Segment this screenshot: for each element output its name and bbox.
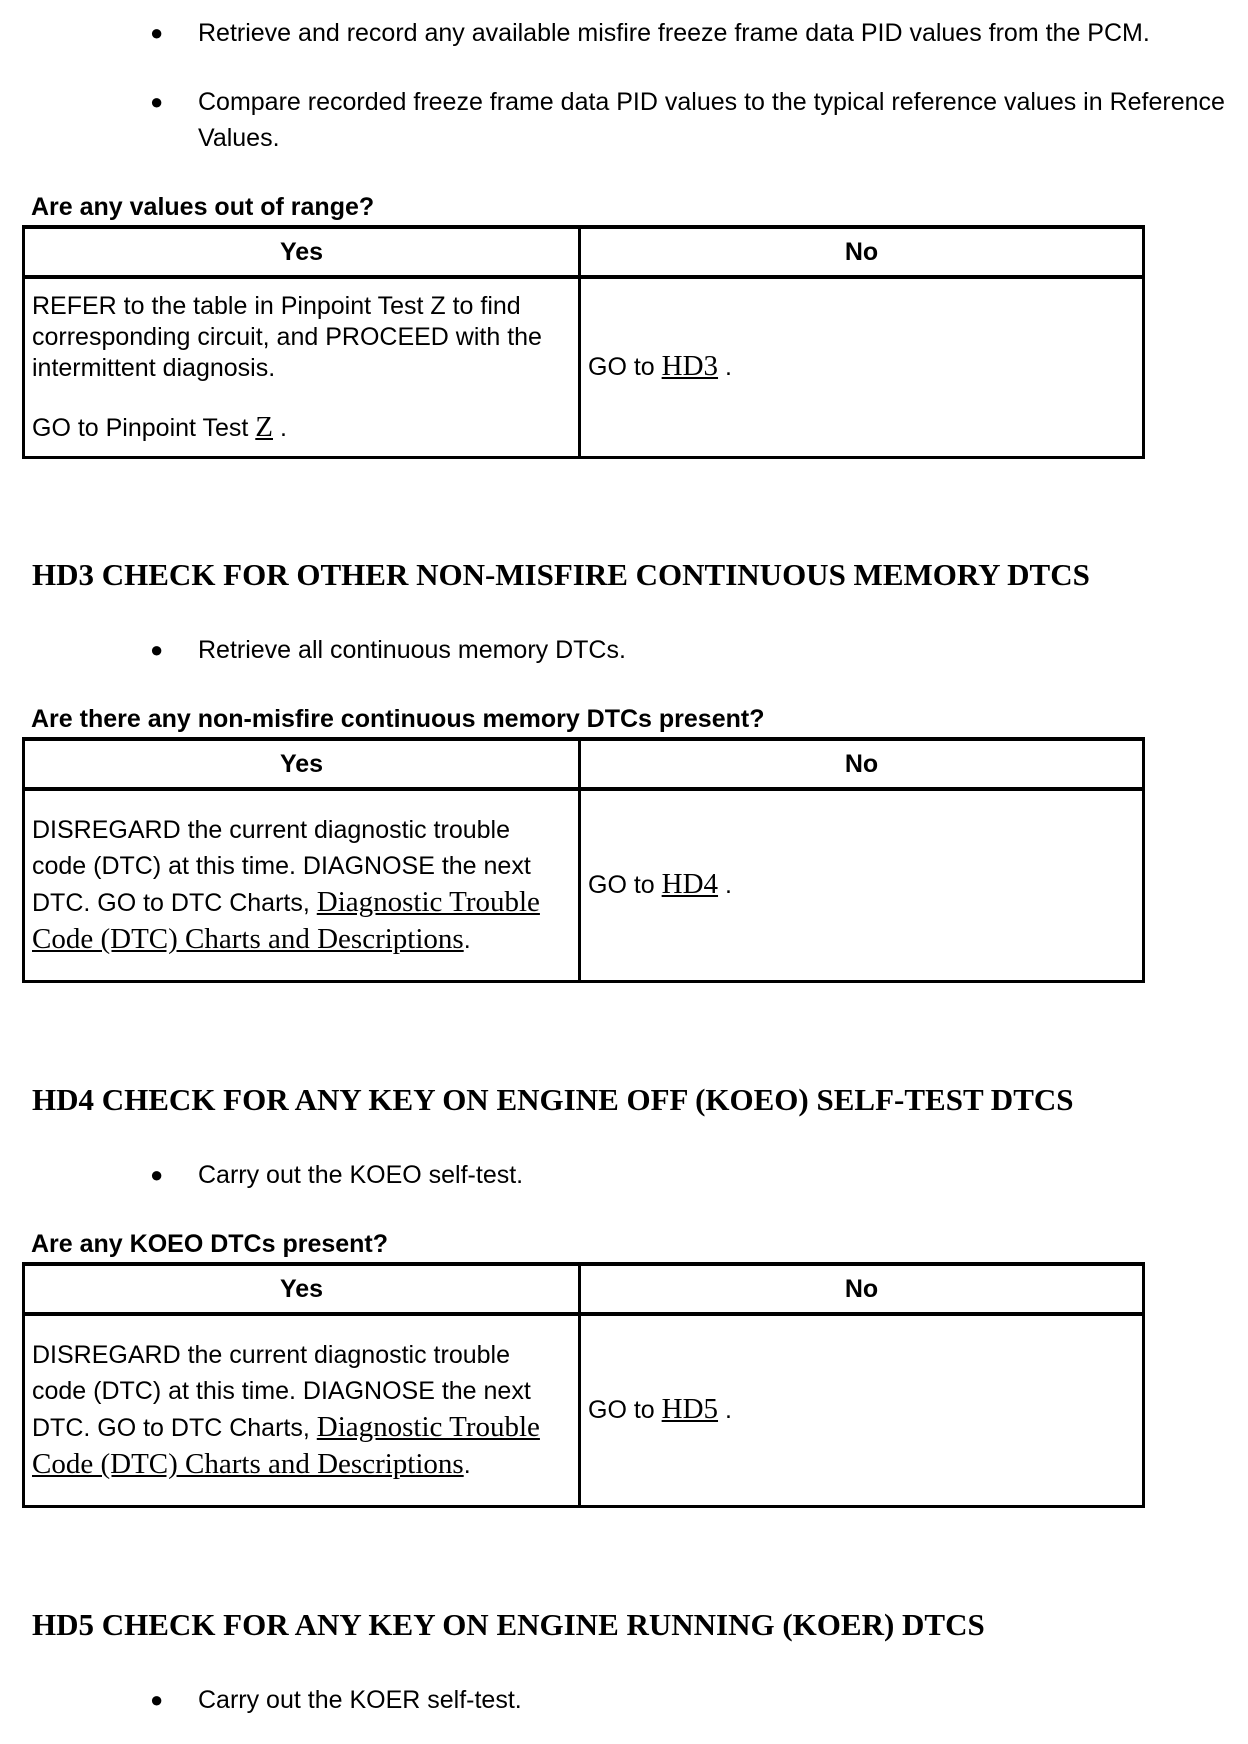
header-yes: Yes (24, 1264, 580, 1314)
bullet-text: Carry out the KOEO self-test. (198, 1161, 524, 1189)
yes-text: REFER to the table in Pinpoint Test Z to find corresponding circuit, and PROCEED with the intermittent diagnosis. (32, 291, 542, 382)
header-no: No (580, 739, 1144, 789)
link-hd5[interactable]: HD5 (661, 1393, 719, 1426)
link-dtc-charts[interactable]: Diagnostic Trouble Code (DTC) Charts and Descriptions (32, 1411, 540, 1481)
link-pinpoint-test-z[interactable]: Z (255, 410, 273, 443)
question-hd4: Are any KOEO DTCs present? (31, 1230, 389, 1258)
decision-table-hd3 (22, 737, 1145, 983)
bullet-dot-icon: ● (150, 89, 164, 114)
question-hd3: Are there any non-misfire continuous memory DTCs present? (31, 705, 765, 733)
header-yes: Yes (24, 739, 580, 789)
heading-hd5: HD5 CHECK FOR ANY KEY ON ENGINE RUNNING (KOER) DTCS (32, 1607, 985, 1642)
link-dtc-charts[interactable]: Diagnostic Trouble Code (DTC) Charts and Descriptions (32, 886, 540, 956)
bullet-text: Carry out the KOER self-test. (198, 1686, 522, 1714)
header-no: No (580, 1264, 1144, 1314)
bullet-dot-icon: ● (150, 20, 164, 45)
cell-yes: DISREGARD the current diagnostic trouble code (DTC) at this time. DIAGNOSE the next DTC. GO to DTC Charts, Diagnostic Trouble Code (DTC) Charts and Descriptions. (24, 789, 580, 981)
heading-hd3: HD3 CHECK FOR OTHER NON-MISFIRE CONTINUOUS MEMORY DTCS (32, 557, 1090, 592)
bullet-text: Compare recorded freeze frame data PID values to the typical reference values in Reference Values. (198, 88, 1225, 152)
link-hd3[interactable]: HD3 (661, 350, 719, 383)
cell-no: GO to HD3 . (580, 277, 1144, 457)
bullet-dot-icon: ● (150, 1162, 164, 1187)
heading-hd4: HD4 CHECK FOR ANY KEY ON ENGINE OFF (KOEO) SELF-TEST DTCS (32, 1082, 1074, 1117)
header-yes: Yes (24, 227, 580, 277)
cell-no: GO to HD5 . (580, 1314, 1144, 1506)
cell-no: GO to HD4 . (580, 789, 1144, 981)
bullet-text: Retrieve all continuous memory DTCs. (198, 636, 626, 664)
decision-table-values (22, 225, 1145, 459)
link-hd4[interactable]: HD4 (661, 868, 719, 901)
bullet-dot-icon: ● (150, 637, 164, 662)
bullet-dot-icon: ● (150, 1687, 164, 1712)
yes-goto: GO to Pinpoint Test Z . (32, 410, 287, 443)
decision-table-hd4 (22, 1262, 1145, 1508)
cell-yes: DISREGARD the current diagnostic trouble code (DTC) at this time. DIAGNOSE the next DTC. GO to DTC Charts, Diagnostic Trouble Code (DTC) Charts and Descriptions. (24, 1314, 580, 1506)
bullet-text: Retrieve and record any available misfire freeze frame data PID values from the PCM. (198, 19, 1150, 47)
cell-yes (24, 277, 580, 457)
question-values-out-of-range: Are any values out of range? (31, 193, 375, 221)
header-no: No (580, 227, 1144, 277)
